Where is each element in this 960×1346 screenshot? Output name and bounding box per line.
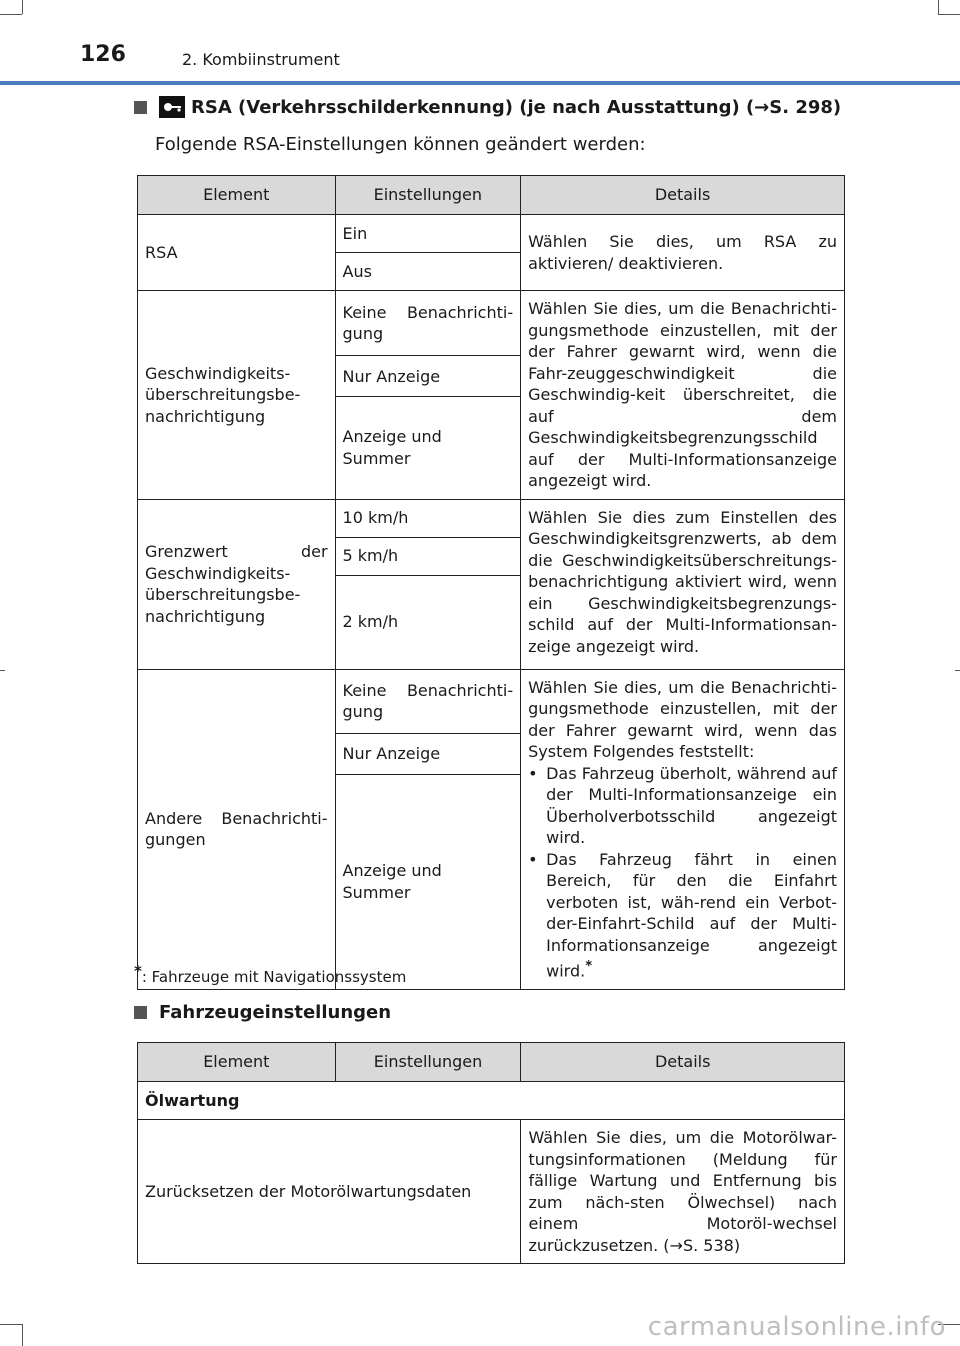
bullet-text-content: Das Fahrzeug fährt in einen Bereich, für den die Einfahrt verboten ist, wäh-rend ein Verbot-der-Einfahrt-Schild auf der Multi-Informationsanzeige angezeigt wird. <box>546 849 837 981</box>
section-bullet-icon <box>134 101 147 114</box>
rsa-settings-table <box>137 175 845 990</box>
page-number: 126 <box>80 42 126 67</box>
table-header-row <box>138 1043 845 1082</box>
watermark: carmanualsonline.info <box>647 1312 946 1342</box>
rsa-intro-text: Folgende RSA-Einstellungen können geändert werden: <box>155 134 646 155</box>
rsa-sign-icon <box>159 96 185 118</box>
setting-cell: Nur Anzeige <box>335 733 521 774</box>
table-row <box>138 1082 845 1120</box>
vehicle-settings-table <box>137 1042 845 1264</box>
footnote-asterisk: * <box>585 959 593 974</box>
setting-cell: Anzeige und Summer <box>335 397 521 499</box>
table-row <box>138 1120 845 1264</box>
crop-mark <box>0 14 22 15</box>
element-cell: Geschwindigkeits-überschreitungsbe-nachrichtigung <box>138 291 336 500</box>
vehicle-section-title <box>134 1002 391 1023</box>
column-header: Element <box>138 1043 336 1082</box>
setting-cell: Ein <box>335 215 521 253</box>
list-item <box>528 763 837 849</box>
crop-mark <box>938 0 939 14</box>
details-cell: Wählen Sie dies, um RSA zu aktivieren/ deaktivieren. <box>521 215 845 291</box>
list-item <box>528 849 837 982</box>
group-cell: Ölwartung <box>138 1082 845 1120</box>
column-header: Einstellungen <box>335 176 521 215</box>
section-bullet-icon <box>134 1006 147 1019</box>
crop-mark <box>938 14 960 15</box>
bullet-mark: • <box>528 849 538 869</box>
footnote-text: : Fahrzeuge mit Navigationssystem <box>141 968 407 986</box>
vehicle-section-title-text: Fahrzeugeinstellungen <box>159 1002 392 1023</box>
crop-mark <box>22 0 23 14</box>
details-intro: Wählen Sie dies, um die Benachrichti-gungsmethode einzustellen, mit der der Fahrer gewarnt wird, wenn das System Folgendes feststellt: <box>528 677 837 761</box>
bullet-text <box>546 849 837 982</box>
rsa-section-title <box>134 96 841 118</box>
crop-mark <box>0 670 5 671</box>
details-cell: Wählen Sie dies, um die Benachrichti-gungsmethode einzustellen, mit der der Fahrer gewarnt wird, wenn die Fahr-zeuggeschwindigkeit die Geschwindig-keit überschreitet, die auf dem Geschwindigkeitsbegrenzungsschild auf der Multi-Informationsanzeige angezeigt wird. <box>521 291 845 500</box>
crop-mark <box>22 1324 23 1346</box>
table-row <box>138 291 845 356</box>
details-cell: Wählen Sie dies, um die Motorölwar-tungsinformationen (Meldung für fällige Wartung und Entfernung bis zum näch-sten Ölwechsel) nach einem Motoröl-wechsel zurückzusetzen. (→S. 538) <box>521 1120 845 1264</box>
element-cell: Zurücksetzen der Motorölwartungsdaten <box>138 1120 521 1264</box>
setting-cell: Anzeige und Summer <box>335 774 521 989</box>
footnote-asterisk: * <box>134 962 142 980</box>
crop-mark <box>0 1324 22 1325</box>
element-cell: RSA <box>138 215 336 291</box>
setting-cell: Keine Benachrichti-gung <box>335 669 521 733</box>
column-header: Element <box>138 176 336 215</box>
footnote <box>134 962 406 986</box>
table-header-row <box>138 176 845 215</box>
setting-cell: 2 km/h <box>335 575 521 669</box>
element-cell: Andere Benachrichti-gungen <box>138 669 336 989</box>
table-row <box>138 215 845 253</box>
column-header: Details <box>521 1043 845 1082</box>
element-cell: Grenzwert der Geschwindigkeits-überschreitungsbe-nachrichtigung <box>138 499 336 669</box>
column-header: Einstellungen <box>335 1043 521 1082</box>
setting-cell: Aus <box>335 253 521 291</box>
rsa-section-title-text: RSA (Verkehrsschilderkennung) (je nach Ausstattung) (→S. 298) <box>191 96 842 118</box>
table-row <box>138 499 845 537</box>
setting-cell: 10 km/h <box>335 499 521 537</box>
setting-cell: Nur Anzeige <box>335 356 521 397</box>
table-row <box>138 669 845 733</box>
column-header: Details <box>521 176 845 215</box>
details-cell <box>521 669 845 989</box>
setting-cell: Keine Benachrichti-gung <box>335 291 521 356</box>
bullet-text: Das Fahrzeug überholt, während auf der Multi-Informationsanzeige ein Überholverbotsschild angezeigt wird. <box>546 763 837 847</box>
details-cell: Wählen Sie dies zum Einstellen des Geschwindigkeitsgrenzwerts, ab dem die Geschwindigkeitsüberschreitungs-benachrichtigung aktiviert wird, wenn ein Geschwindigkeitsbegrenzungs-schild auf der Multi-Informationsan-zeige angezeigt wird. <box>521 499 845 669</box>
header-divider <box>0 81 960 85</box>
crop-mark <box>955 670 960 671</box>
bullet-mark: • <box>528 763 538 783</box>
setting-cell: 5 km/h <box>335 537 521 575</box>
chapter-title: 2. Kombiinstrument <box>182 50 340 69</box>
